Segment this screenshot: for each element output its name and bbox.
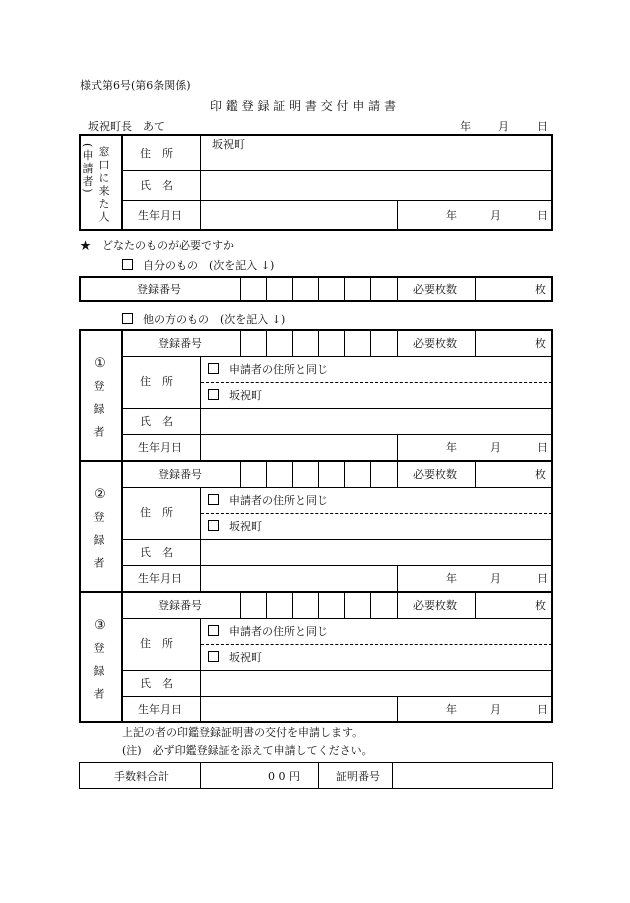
town-checkbox[interactable] (208, 520, 219, 531)
same-address-checkbox[interactable] (208, 494, 219, 505)
fee-total-value: 0 0 円 (268, 770, 300, 783)
town-checkbox[interactable] (208, 651, 219, 662)
registrant-label: 登録者 (92, 380, 105, 449)
other-option[interactable]: 他の方のもの (次を記入 ↓) (122, 313, 285, 325)
applicant-birth-month-label: 月 (490, 209, 501, 222)
applicant-birth-year-label: 年 (446, 209, 457, 222)
address-label: 住 所 (140, 506, 173, 519)
birthdate-label: 生年月日 (138, 441, 182, 454)
form-number: 様式第6号(第6条関係) (80, 79, 191, 92)
birth-year-label: 年 (446, 703, 457, 716)
header-month-label: 月 (498, 120, 509, 133)
other-checkbox[interactable] (122, 313, 133, 324)
copies-label: 必要枚数 (413, 337, 457, 350)
registrant-number: ② (94, 487, 106, 502)
registrant-label: 登録者 (92, 642, 105, 711)
same-address-option[interactable]: 申請者の住所と同じ (208, 363, 328, 375)
self-copies-label: 必要枚数 (413, 283, 457, 296)
registrants-box (79, 329, 553, 723)
note-text: (注) 必ず印鑑登録証を添えて申請してください。 (122, 744, 373, 757)
header-year-label: 年 (460, 120, 471, 133)
name-field[interactable] (202, 541, 550, 563)
reg-number-label: 登録番号 (158, 599, 202, 612)
page-title: 印 鑑 登 録 証 明 書 交 付 申 請 書 (210, 99, 396, 113)
applicant-address-label: 住 所 (140, 147, 173, 160)
address-label: 住 所 (140, 637, 173, 650)
birth-year-label: 年 (446, 441, 457, 454)
reg-number-label: 登録番号 (158, 337, 202, 350)
name-label: 氏 名 (140, 546, 173, 559)
address-label: 住 所 (140, 375, 173, 388)
same-address-checkbox[interactable] (208, 363, 219, 374)
reg-number-label: 登録番号 (158, 468, 202, 481)
name-label: 氏 名 (140, 415, 173, 428)
applicant-name-field[interactable] (202, 172, 550, 198)
question-text: ★ どなたのものが必要ですか (80, 239, 234, 252)
birth-month-label: 月 (490, 572, 501, 585)
declaration-text: 上記の者の印鑑登録証明書の交付を申請します。 (122, 726, 364, 739)
self-option[interactable]: 自分のもの (次を記入 ↓) (122, 259, 274, 271)
town-option[interactable]: 坂祝町 (208, 389, 262, 401)
self-copies-unit: 枚 (535, 283, 546, 296)
same-address-option[interactable]: 申請者の住所と同じ (208, 625, 328, 637)
birthdate-label: 生年月日 (138, 572, 182, 585)
birthdate-label: 生年月日 (138, 703, 182, 716)
name-field[interactable] (202, 410, 550, 432)
self-reg-number-label: 登録番号 (137, 283, 181, 296)
copies-unit: 枚 (535, 337, 546, 350)
same-address-option[interactable]: 申請者の住所と同じ (208, 494, 328, 506)
registrant-number: ③ (94, 618, 106, 633)
registrant-label: 登録者 (92, 511, 105, 580)
copies-label: 必要枚数 (413, 599, 457, 612)
self-checkbox[interactable] (122, 259, 133, 270)
registrant-number: ① (94, 356, 106, 371)
same-address-checkbox[interactable] (208, 625, 219, 636)
copies-unit: 枚 (535, 599, 546, 612)
town-checkbox[interactable] (208, 389, 219, 400)
birth-year-label: 年 (446, 572, 457, 585)
applicant-side-sublabel: (申請者) (81, 143, 94, 195)
birth-month-label: 月 (490, 441, 501, 454)
fee-total-label: 手数料合計 (114, 770, 169, 783)
applicant-birthdate-label: 生年月日 (138, 209, 182, 222)
birth-day-label: 日 (537, 441, 548, 454)
cert-number-field[interactable] (394, 764, 551, 787)
birth-day-label: 日 (537, 572, 548, 585)
name-label: 氏 名 (140, 677, 173, 690)
copies-unit: 枚 (535, 468, 546, 481)
cert-number-label: 証明番号 (336, 770, 380, 783)
birth-month-label: 月 (490, 703, 501, 716)
applicant-name-label: 氏 名 (140, 179, 173, 192)
applicant-address-field[interactable]: 坂祝町 (212, 138, 245, 151)
copies-label: 必要枚数 (413, 468, 457, 481)
town-option[interactable]: 坂祝町 (208, 651, 262, 663)
applicant-birth-day-label: 日 (537, 209, 548, 222)
applicant-side-label: 窓口に来た人 (97, 146, 110, 224)
addressee: 坂祝町長 あて (88, 120, 165, 133)
town-option[interactable]: 坂祝町 (208, 520, 262, 532)
header-day-label: 日 (537, 120, 548, 133)
name-field[interactable] (202, 672, 550, 694)
birth-day-label: 日 (537, 703, 548, 716)
